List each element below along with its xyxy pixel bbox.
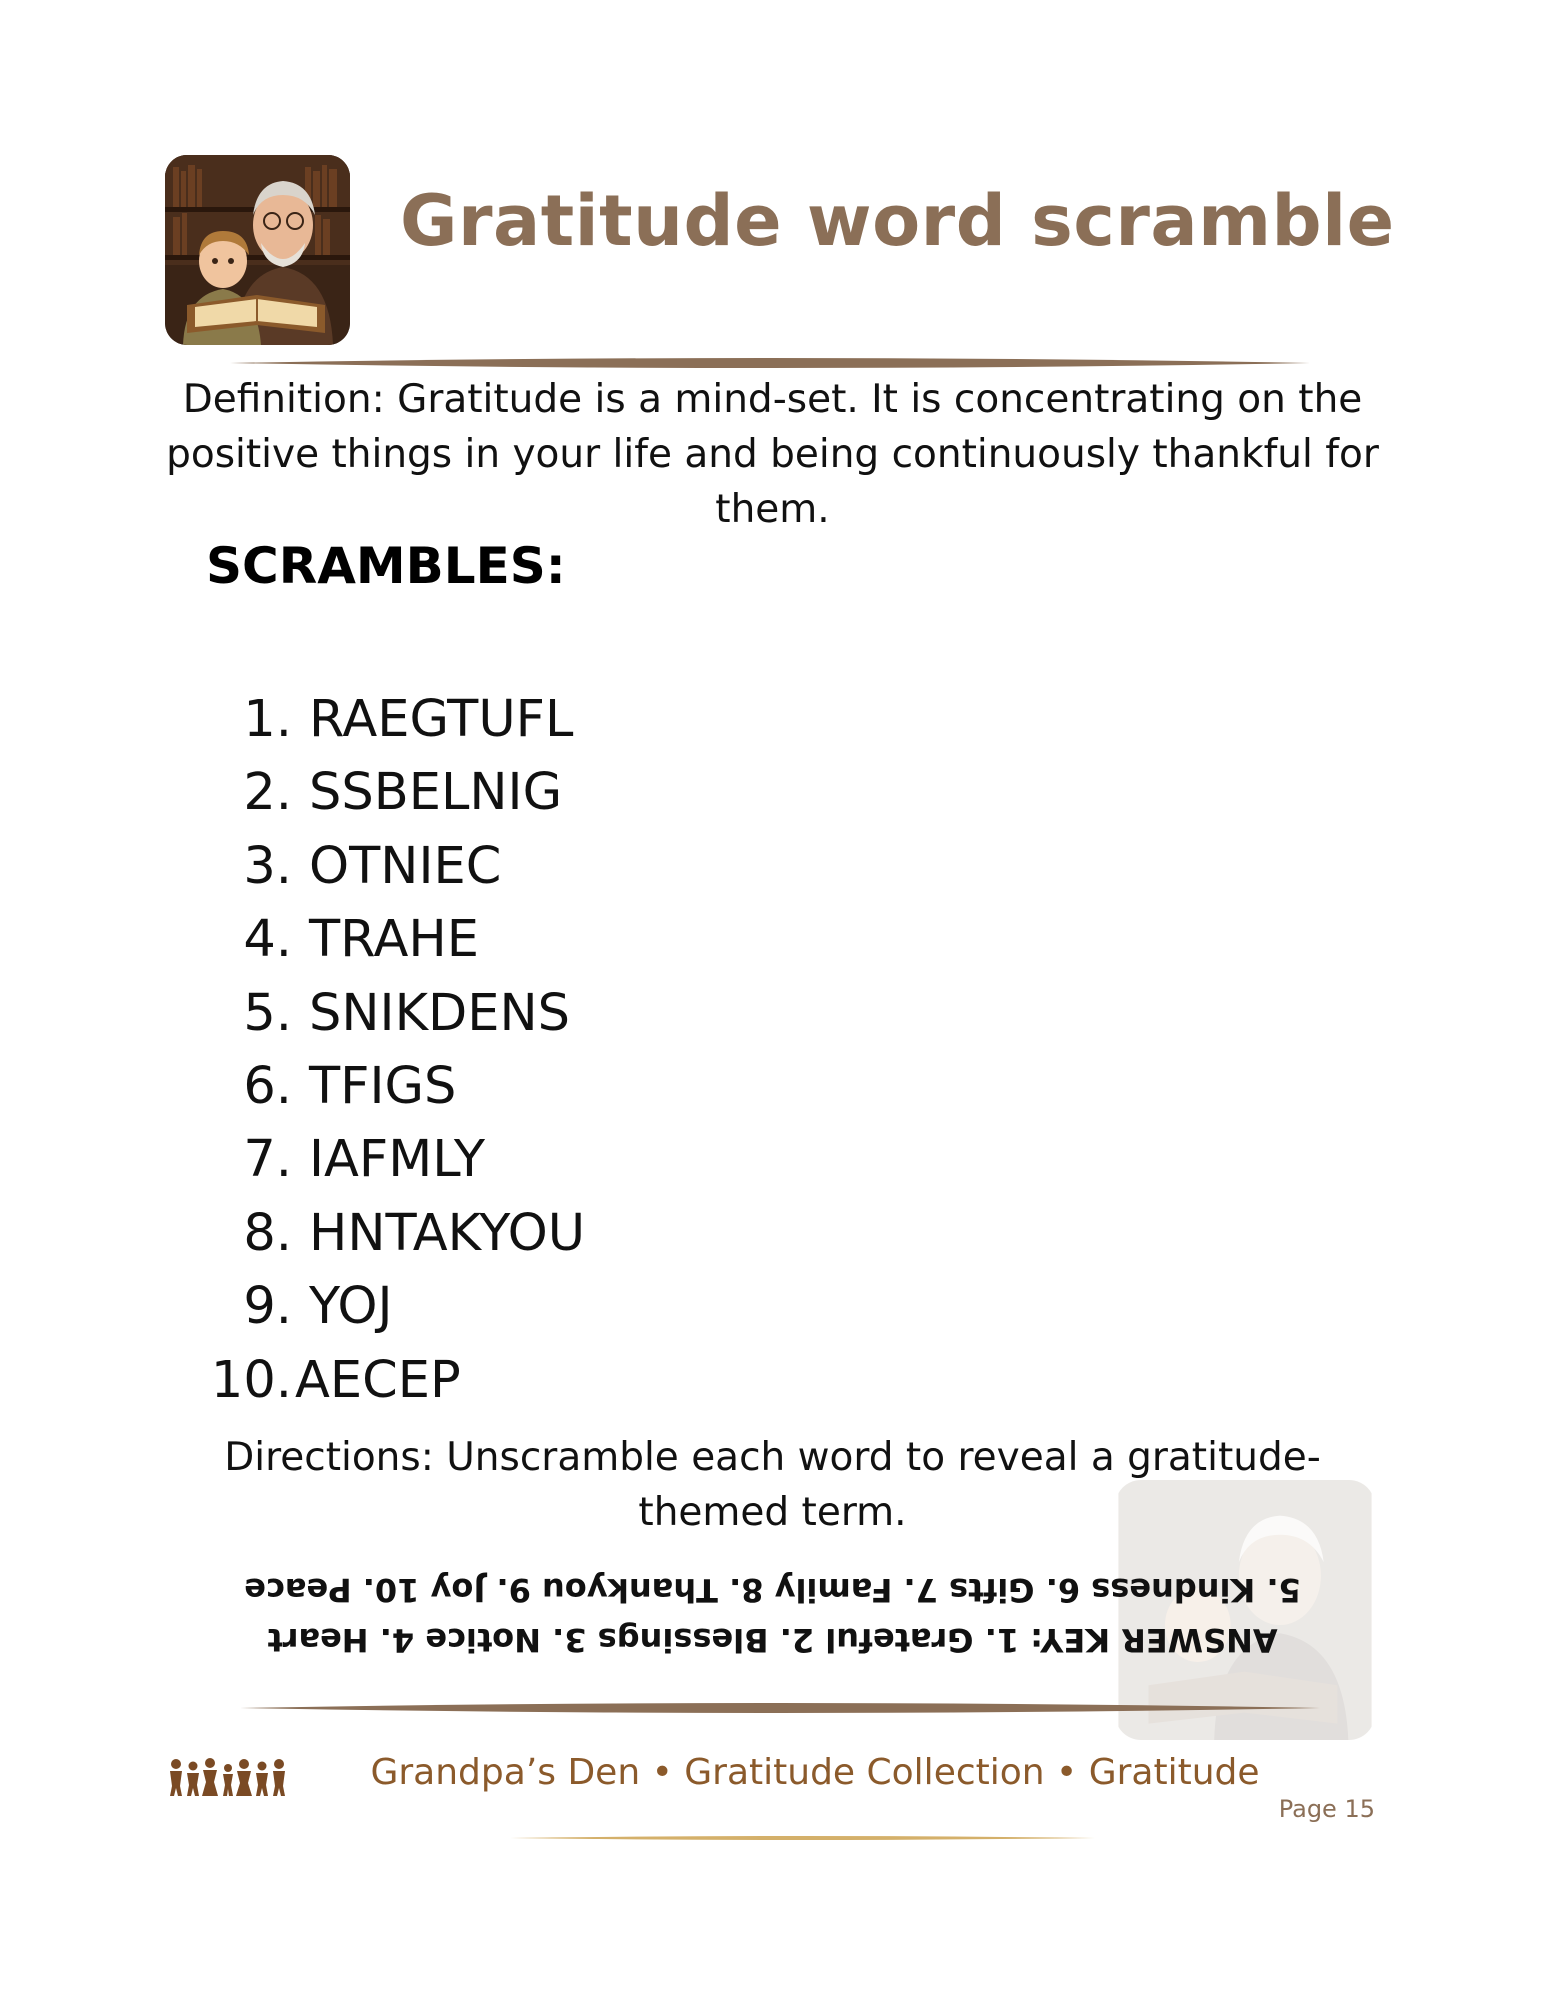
definition-text: Definition: Gratitude is a mind-set. It is concentrating on the positive things in your life and being continuously thankful for them. — [166, 377, 1379, 532]
scrambled-word: TFIGS — [309, 1056, 457, 1116]
item-number: 2. — [243, 763, 292, 823]
item-number: 5. — [243, 983, 292, 1043]
item-number: 10. — [210, 1350, 292, 1410]
answer-key-line: ANSWER KEY: 1. Grateful 2. Blessings 3. Notice 4. Heart — [267, 1621, 1278, 1659]
list-item — [0, 1270, 900, 1343]
answer-key-line: 5. Kindness 6. Gifts 7. Family 8. Thankyou 9. Joy 10. Peace — [244, 1571, 1301, 1609]
footer-text: Grandpa’s Den • Gratitude Collection • Gratitude — [370, 1752, 1260, 1793]
scrambled-word: AECEP — [295, 1350, 461, 1410]
grandpa-reading-image — [165, 155, 350, 345]
list-item — [0, 683, 900, 756]
item-number: 6. — [243, 1056, 292, 1116]
list-item — [0, 1123, 900, 1196]
list-item — [0, 756, 900, 829]
answer-key — [200, 1565, 1345, 1665]
page-title: Gratitude word scramble — [400, 180, 1395, 262]
list-item — [0, 1050, 900, 1123]
item-number: 1. — [243, 690, 292, 749]
scrambles-heading: SCRAMBLES: — [206, 537, 566, 595]
item-number: 7. — [243, 1130, 292, 1190]
scrambled-word: RAEGTUFL — [309, 690, 574, 749]
footer-divider — [240, 1700, 1320, 1716]
scrambled-word: YOJ — [309, 1277, 393, 1337]
scrambled-word: HNTAKYOU — [309, 1203, 586, 1263]
item-number: 3. — [243, 836, 292, 896]
item-number: 4. — [243, 910, 292, 970]
scrambled-word: TRAHE — [309, 910, 479, 970]
scrambled-word: SNIKDENS — [309, 983, 571, 1043]
scrambled-word: OTNIEC — [309, 836, 502, 896]
scrambled-word: IAFMLY — [309, 1130, 486, 1190]
item-number: 9. — [243, 1277, 292, 1337]
item-number: 8. — [243, 1203, 292, 1263]
directions-text: Directions: Unscramble each word to reveal a gratitude-themed term. — [224, 1435, 1321, 1535]
list-item — [0, 903, 900, 976]
family-figures-icon — [168, 1758, 286, 1798]
page-number: Page 15 — [1278, 1795, 1375, 1823]
list-item — [0, 1344, 900, 1417]
scramble-list — [0, 683, 900, 1417]
scrambled-word: SSBELNIG — [309, 763, 563, 823]
list-item — [0, 830, 900, 903]
list-item — [0, 977, 900, 1050]
list-item — [0, 1197, 900, 1270]
gold-divider — [510, 1833, 1095, 1843]
title-divider — [230, 355, 1310, 371]
